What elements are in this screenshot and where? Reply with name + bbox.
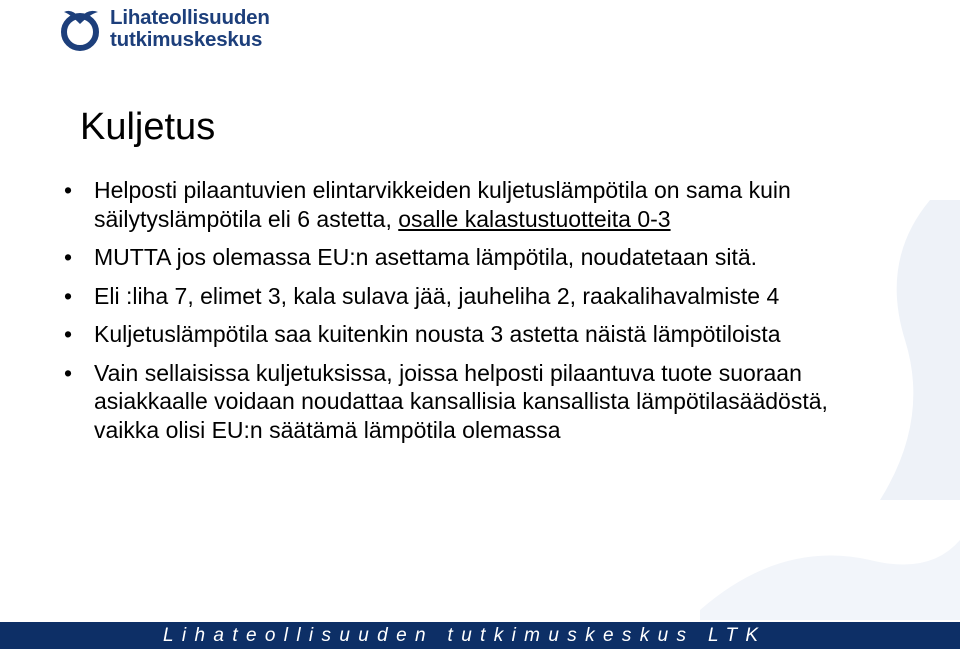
footer-text: Lihateollisuuden tutkimuskeskus LTK [163,625,767,646]
bullet-item-examples [64,282,864,311]
bullet-text: Kuljetuslämpötila saa kuitenkin nousta 3 astetta näistä lämpötiloista [94,321,781,347]
logo-line-2: tutkimuskeskus [110,28,263,51]
bullet-text: MUTTA jos olemassa EU:n asettama lämpötila, noudatetaan sitä. [94,244,758,270]
footer-bar [0,622,960,649]
slide-title: Kuljetus [80,106,216,148]
logo-line-1: Lihateollisuuden [110,6,270,29]
bullet-text: Vain sellaisissa kuljetuksissa, joissa helposti pilaantuva tuote suoraan asiakkaalle voidaan noudattaa kansallisia kansallista lämpötilasäädöstä, vaikka olisi EU:n säätämä lämpötila olemassa [94,359,828,443]
bullet-item-eu-temperature [64,243,864,272]
logo [58,4,318,56]
bullet-item-national-rules [64,359,864,445]
bullet-list [64,176,864,454]
logo-text [110,7,270,51]
bullet-underlined-text: osalle kalastustuotteita 0-3 [398,205,671,232]
logo-emblem-icon [58,6,106,54]
bullet-item-allowed-rise [64,320,864,349]
bullet-item-transport-temperature [64,176,864,233]
bullet-text: Eli :liha 7, elimet 3, kala sulava jää, jauheliha 2, raakalihavalmiste 4 [94,282,780,309]
bullet-text: Helposti pilaantuvien elintarvikkeiden kuljetuslämpötila on sama kuin säilytyslämpötila eli 6 astetta, [94,177,791,232]
